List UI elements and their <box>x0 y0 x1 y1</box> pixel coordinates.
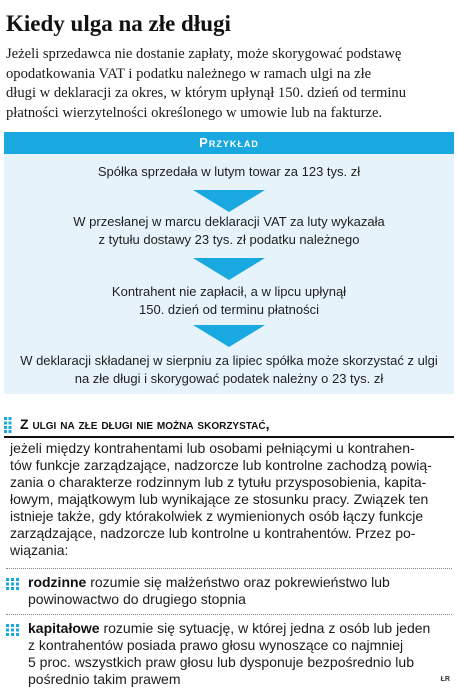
dotted-marker-icon <box>6 577 20 589</box>
item-line <box>28 620 430 637</box>
step-line: Kontrahent nie zapłacił, a w lipcu upłynął <box>111 284 347 299</box>
step-line: W deklaracji składanej w sierpniu za lipiec spółka może skorzystać z ulgi <box>20 353 438 368</box>
step-line: 150. dzień od terminu płatności <box>139 302 319 317</box>
section-heading <box>4 414 454 438</box>
page-title: Kiedy ulga na złe długi <box>6 11 231 36</box>
body-line: istnieje także, gdy którakolwiek z wymienionych osób łączy funkcje <box>10 508 424 524</box>
item-definition: rozumie się małżeństwo oraz pokrewieństwo lub <box>86 574 390 590</box>
item-term: kapitałowe <box>28 620 100 636</box>
dotted-marker-icon <box>4 417 16 433</box>
dotted-divider <box>6 568 452 569</box>
body-line: łowym, majątkowym lub wynikające ze stosunku pracy. Związek ten <box>10 491 429 507</box>
example-step-2 <box>4 213 454 249</box>
item-line: 5 proc. wszystkich praw głosu lub dysponuje bezpośrednio lub <box>28 654 414 670</box>
item-line: pośrednio takim prawem <box>28 671 181 687</box>
down-arrow-icon <box>193 258 265 280</box>
item-line: powinowactwo do drugiego stopnia <box>28 591 246 607</box>
item-line <box>28 574 390 591</box>
section-heading-text: Z ulgi na złe długi nie można skorzystać, <box>20 416 270 432</box>
section-body <box>10 440 454 559</box>
example-banner: Przykład <box>4 132 454 154</box>
item-line: z kontrahentów posiada prawo głosu wynoszące co najmniej <box>28 637 404 653</box>
body-line: jeżeli między kontrahentami lub osobami pełniącymi u kontrahen- <box>10 440 415 456</box>
intro-paragraph <box>6 45 452 123</box>
dotted-marker-icon <box>6 623 20 635</box>
body-line: zarządzające, nadzorcze lub kontrolne u kontrahentów. Przez po- <box>10 525 416 541</box>
dotted-divider <box>6 614 452 615</box>
item-text <box>28 574 390 608</box>
step-line: W przesłanej w marcu deklaracji VAT za luty wykazała <box>73 214 385 229</box>
example-step-3 <box>4 283 454 319</box>
down-arrow-icon <box>193 190 265 212</box>
step-line: Spółka sprzedała w lutym towar za 123 tys. zł <box>97 164 361 179</box>
item-text <box>28 620 430 688</box>
intro-line: płatności wierzytelności określonego w umowie lub na fakturze. <box>6 104 383 121</box>
step-line: z tytułu dostawy 23 tys. zł podatku należnego <box>98 232 360 247</box>
author-credit: ŁR <box>440 676 450 683</box>
body-line: zania o charakterze rodzinnym lub z tytułu przysposobienia, kapita- <box>10 474 427 490</box>
body-line: wiązania: <box>10 542 69 558</box>
item-definition: rozumie się sytuację, w której jedna z osób lub jeden <box>99 620 431 636</box>
item-term: rodzinne <box>28 574 87 590</box>
body-line: tów funkcje zarządzające, nadzorcze lub kontrolne zachodzą powią- <box>10 457 432 473</box>
intro-line: długi w deklaracji za okres, w którym upłynął 150. dzień od terminu <box>6 85 407 101</box>
step-line: na złe długi i skorygować podatek należny o 23 tys. zł <box>74 371 384 386</box>
intro-line: opodatkowania VAT i podatku należnego w ramach ulgi na złe <box>6 65 372 82</box>
intro-line: Jeżeli sprzedawca nie dostanie zapłaty, może skorygować podstawę <box>6 46 402 62</box>
down-arrow-icon <box>193 325 265 347</box>
example-step-1 <box>4 163 454 181</box>
example-step-4 <box>4 352 454 388</box>
